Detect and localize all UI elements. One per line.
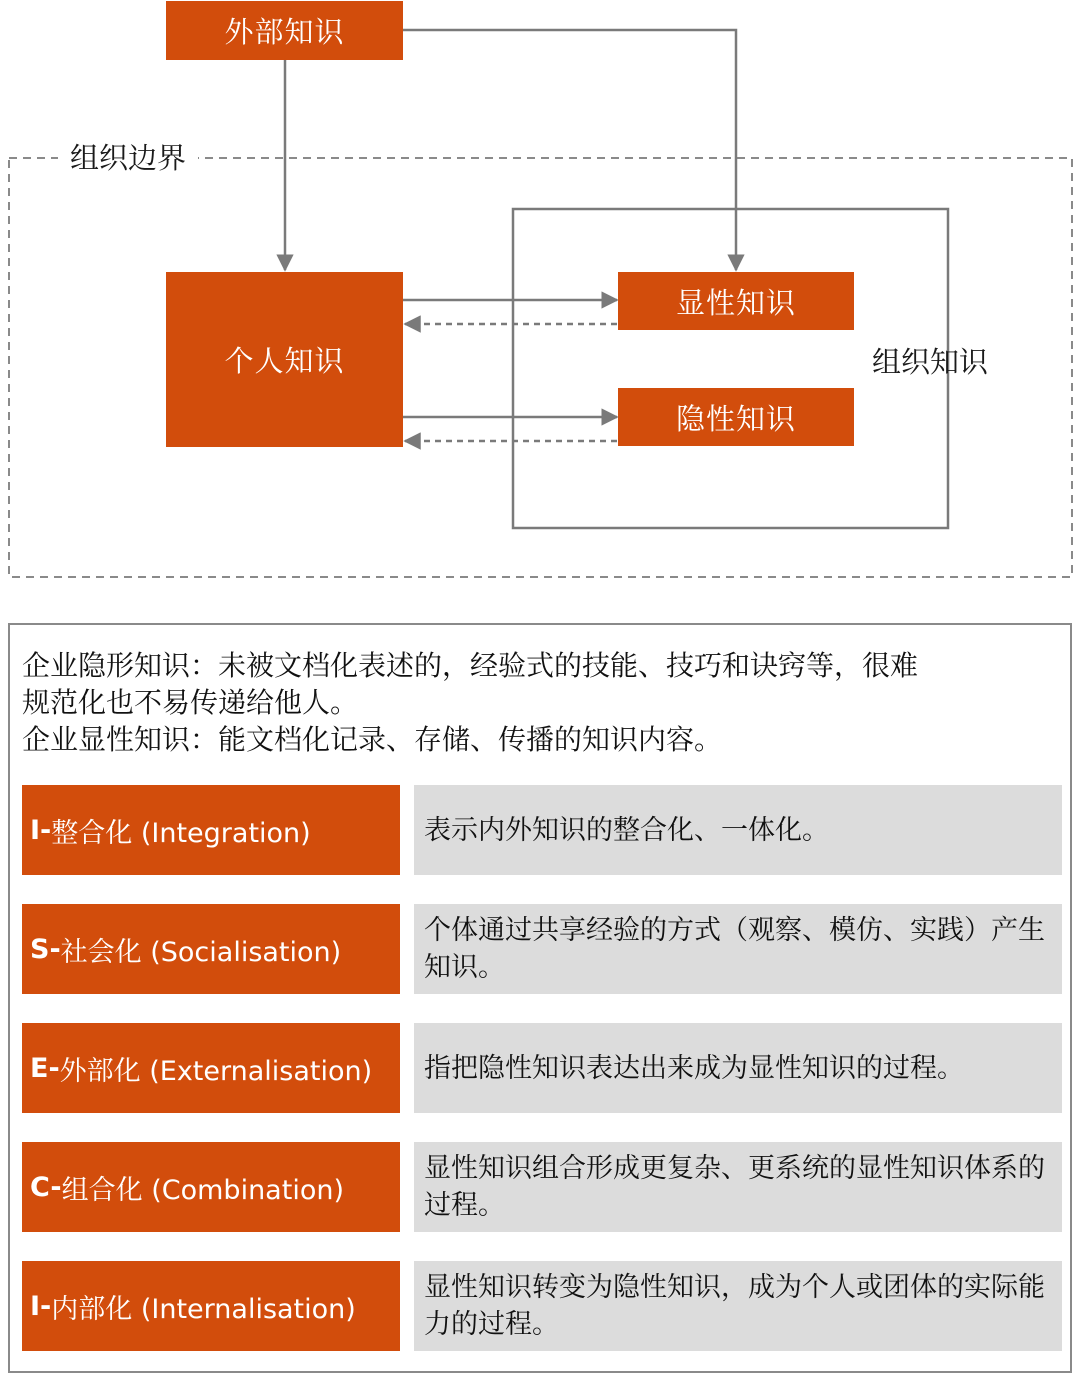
definitions-text bbox=[22, 647, 1052, 758]
process-row bbox=[22, 1142, 1062, 1232]
explicit-knowledge-box: 显性知识 bbox=[618, 272, 854, 330]
tacit-definition-line2: 规范化也不易传递给他人。 bbox=[22, 686, 359, 719]
process-code: S- bbox=[30, 933, 61, 965]
process-term-label: 组合化 (Combination) bbox=[61, 1174, 344, 1206]
process-term-label: 整合化 (Integration) bbox=[51, 817, 311, 849]
process-description: 个体通过共享经验的方式（观察、模仿、实践）产生知识。 bbox=[414, 904, 1062, 994]
tacit-definition-line1: 企业隐形知识：未被文档化表述的，经验式的技能、技巧和诀窍等，很难 bbox=[22, 649, 919, 682]
process-term bbox=[22, 785, 400, 875]
org-knowledge-label: 组织知识 bbox=[872, 345, 989, 379]
process-row bbox=[22, 1023, 1062, 1113]
process-term bbox=[22, 904, 400, 994]
process-description: 表示内外知识的整合化、一体化。 bbox=[414, 785, 1062, 875]
definitions-panel bbox=[8, 623, 1072, 1373]
process-term-label: 社会化 (Socialisation) bbox=[60, 936, 342, 968]
process-term bbox=[22, 1142, 400, 1232]
process-row bbox=[22, 1261, 1062, 1351]
external-to-explicit-arrow bbox=[403, 30, 736, 270]
external-knowledge-box: 外部知识 bbox=[166, 1, 403, 60]
process-description: 显性知识转变为隐性知识，成为个人或团体的实际能力的过程。 bbox=[414, 1261, 1062, 1351]
process-code: I- bbox=[30, 814, 52, 846]
tacit-knowledge-box: 隐性知识 bbox=[618, 388, 854, 446]
process-term-label: 外部化 (Externalisation) bbox=[59, 1055, 373, 1087]
diagram-connectors bbox=[0, 0, 1080, 600]
process-row bbox=[22, 785, 1062, 875]
process-code: I- bbox=[30, 1290, 52, 1322]
personal-knowledge-box: 个人知识 bbox=[166, 272, 403, 447]
explicit-definition: 企业显性知识：能文档化记录、存储、传播的知识内容。 bbox=[22, 723, 723, 756]
process-code: E- bbox=[30, 1052, 60, 1084]
process-description: 显性知识组合形成更复杂、更系统的显性知识体系的过程。 bbox=[414, 1142, 1062, 1232]
process-term-label: 内部化 (Internalisation) bbox=[51, 1293, 356, 1325]
process-term bbox=[22, 1023, 400, 1113]
process-code: C- bbox=[30, 1171, 62, 1203]
process-description: 指把隐性知识表达出来成为显性知识的过程。 bbox=[414, 1023, 1062, 1113]
org-boundary-label: 组织边界 bbox=[58, 136, 198, 177]
process-row bbox=[22, 904, 1062, 994]
knowledge-diagram bbox=[0, 0, 1080, 600]
process-term bbox=[22, 1261, 400, 1351]
